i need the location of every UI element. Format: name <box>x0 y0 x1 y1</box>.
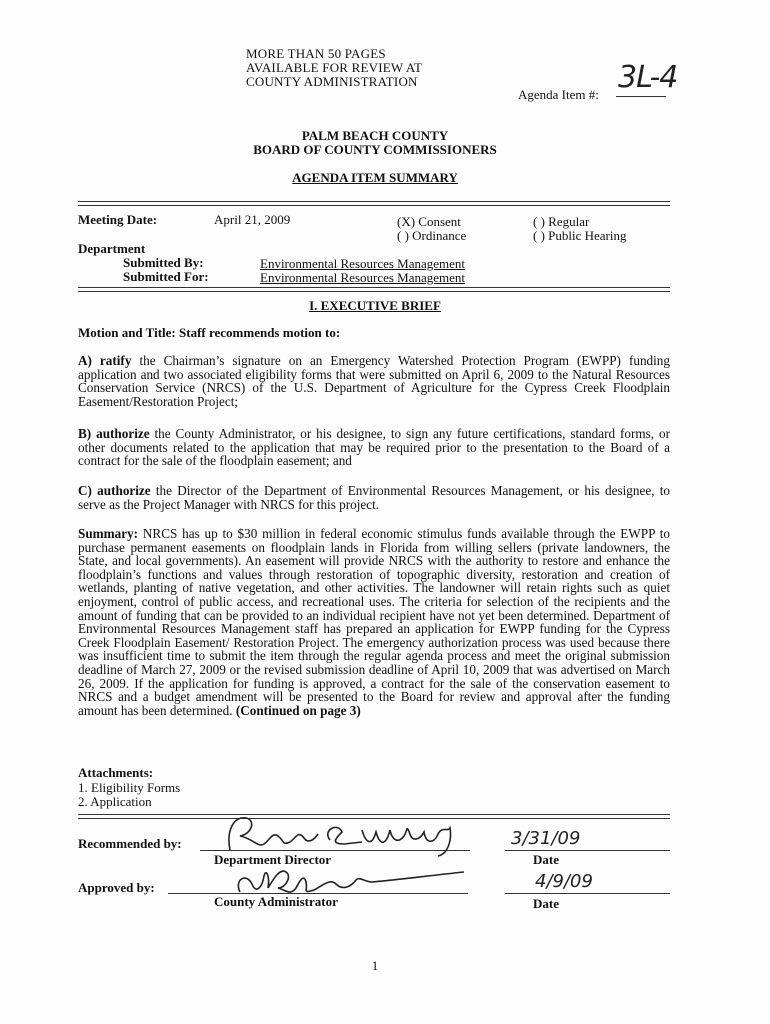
approved-date-handwritten <box>535 872 593 892</box>
director-signature <box>212 810 482 858</box>
review-notice-line: MORE THAN 50 PAGES <box>246 46 386 61</box>
submitted-by-value: Environmental Resources Management <box>260 256 466 271</box>
recommended-date-value: 3/31/09 <box>511 828 581 849</box>
review-notice-line: AVAILABLE FOR REVIEW AT <box>246 60 423 75</box>
item-b-lead: B) authorize <box>78 426 150 441</box>
recommended-by-label: Recommended by: <box>78 836 182 851</box>
item-a-text: the Chairman’s signature on an Emergency Watershed Protection Program (EWPP) funding application and two associated eligibility forms that were submitted on April 6, 2009 to the Natural Resources Conservation Service (NRCS) of the U.S. Department of Agriculture for the Cypress Creek Floodplain Easement/Restoration Project; <box>78 353 670 409</box>
public-hearing-option: ( ) Public Hearing <box>533 228 627 243</box>
motion-title: Motion and Title: Staff recommends motion to: <box>78 325 341 340</box>
submitted-by-label: Submitted By: <box>123 255 204 270</box>
meeting-date: April 21, 2009 <box>214 212 291 227</box>
director-role: Department Director <box>214 852 332 867</box>
administrator-role: County Administrator <box>214 894 338 909</box>
approved-date-value: 4/9/09 <box>535 871 593 892</box>
agenda-item-value: 3L-4 <box>618 60 678 95</box>
item-a-lead: A) ratify <box>78 353 132 368</box>
divider <box>78 287 670 292</box>
summary-text: NRCS has up to $30 million in federal economic stimulus funds available through the EWPP to purchase permanent easements on floodplain lands in Florida from willing sellers (private landowners, the State, and local governments). An easement will provide NRCS with the authority to restore and enhance the floodplain’s functions and values through restoration of topographic diversity, restoration and creation of wetlands, planting of native vegetation, and other activities. The landowner will retain rights such as quiet enjoyment, control of public access, and recreational uses. The criteria for selection of the recipients and the amount of funding that can be provided to an individual recipient have not yet been determined. Department of Environmental Resources Management staff has prepared an application for EWPP funding for the Cypress Creek Floodplain Easement/ Restoration Project. The emergency authorization process was used because there was insufficient time to submit the item through the regular agenda process and meet the original submission deadline of March 27, 2009 or the revised submission deadline of April 10, 2009 that was advertised on March 26, 2009. If the application for funding is approved, a contract for the sale of the conservation easement to NRCS and a budget amendment will be presented to the Board for review and approval after the funding amount has been determined. <box>78 526 670 718</box>
review-notice-line: COUNTY ADMINISTRATION <box>246 74 418 89</box>
board-title: BOARD OF COUNTY COMMISSIONERS <box>253 142 497 157</box>
county-title: PALM BEACH COUNTY <box>301 128 449 143</box>
meeting-date-label: Meeting Date: <box>78 212 158 227</box>
submitted-for-value: Environmental Resources Management <box>260 270 466 285</box>
section-title: I. EXECUTIVE BRIEF <box>309 298 441 313</box>
department-label: Department <box>78 241 146 256</box>
attachment-item: 2. Application <box>78 794 152 809</box>
date-line <box>505 893 670 894</box>
review-notice <box>246 47 422 89</box>
attachment-item: 1. Eligibility Forms <box>78 780 181 795</box>
divider <box>78 201 670 206</box>
item-c-text: the Director of the Department of Environmental Resources Management, or his designee, to serve as the Project Manager with NRCS for this project. <box>78 483 670 512</box>
ordinance-option: ( ) Ordinance <box>397 228 467 243</box>
item-b-text: the County Administrator, or his designee, to sign any future certifications, standard forms, or other documents related to the application that may be required prior to the presentation to the Board of a contract for the sale of the floodplain easement; and <box>78 426 670 469</box>
agenda-item-underline <box>616 96 666 97</box>
approved-by-label: Approved by: <box>78 880 155 895</box>
submitted-for-label: Submitted For: <box>123 269 209 284</box>
recommended-date-label: Date <box>533 852 559 867</box>
summary-lead: Summary: <box>78 526 139 541</box>
summary-continued: (Continued on page 3) <box>235 702 361 718</box>
regular-option: ( ) Regular <box>533 214 590 229</box>
consent-option: (X) Consent <box>397 214 461 229</box>
item-a <box>78 354 670 408</box>
agenda-item-handwritten <box>618 62 677 94</box>
summary-title: AGENDA ITEM SUMMARY <box>292 170 458 185</box>
page-number: 1 <box>371 958 379 973</box>
recommended-date-handwritten <box>511 829 580 849</box>
agenda-item-label: Agenda Item #: <box>518 87 599 102</box>
attachments-label: Attachments: <box>78 765 154 780</box>
summary-paragraph <box>78 527 670 717</box>
date-line <box>505 850 670 851</box>
approved-date-label: Date <box>533 896 559 911</box>
item-b <box>78 427 670 468</box>
item-c-lead: C) authorize <box>78 483 151 498</box>
item-c <box>78 484 670 511</box>
